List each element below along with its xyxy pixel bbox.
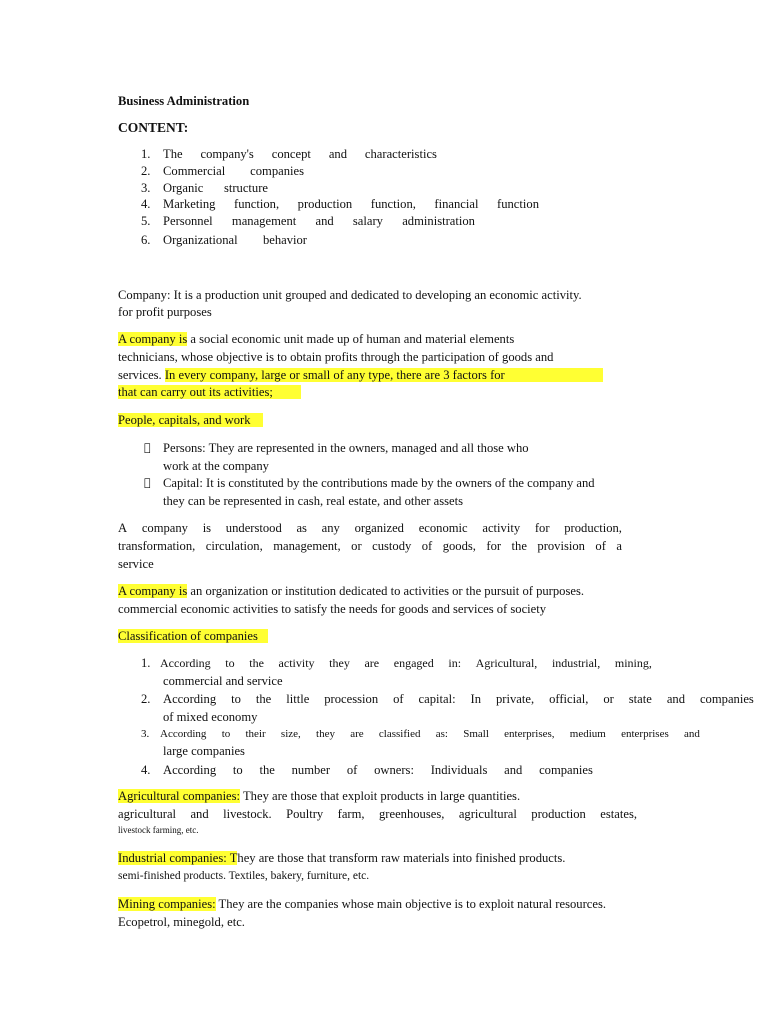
highlight-text: Agricultural companies: bbox=[118, 789, 241, 803]
document-title: Business Administration bbox=[118, 94, 250, 108]
paragraph-line bbox=[118, 385, 301, 400]
contents-item-number: 2. bbox=[141, 164, 151, 178]
contents-item: Marketing function, production function, financial function bbox=[163, 197, 539, 211]
factors-heading bbox=[118, 413, 263, 428]
classification-num: 3. bbox=[141, 728, 150, 740]
company-definition-line-2: for profit purposes bbox=[118, 305, 212, 319]
classification-item-1-line-2: commercial and service bbox=[163, 674, 283, 688]
agricultural-companies-line-1: Agricultural companies: They are those that exploit products in large quantities. bbox=[118, 789, 521, 803]
content-heading: CONTENT: bbox=[118, 120, 189, 135]
contents-item-number: 3. bbox=[141, 181, 151, 195]
paragraph-organization: A company is an organization or institution dedicated to activities or the pursuit of purposes. bbox=[118, 584, 584, 598]
bullet-persons-line-1: Persons: They are represented in the owners, managed and all those who bbox=[163, 441, 529, 455]
contents-item: Organic structure bbox=[163, 181, 268, 195]
contents-item: Commercial companies bbox=[163, 164, 304, 178]
contents-item: The company's concept and characteristics bbox=[163, 147, 437, 161]
bullet-icon bbox=[144, 441, 151, 454]
highlight-text: that can carry out its activities; bbox=[118, 385, 301, 399]
classification-heading bbox=[118, 629, 268, 644]
paragraph-company-social-unit: A company is a social economic unit made up of human and material elements bbox=[118, 332, 515, 346]
contents-item-number: 5. bbox=[141, 214, 151, 228]
bullet-persons-line-2: work at the company bbox=[163, 459, 269, 473]
bullet-icon bbox=[144, 476, 151, 489]
highlight-text: People, capitals, and work bbox=[118, 413, 263, 427]
classification-item-2-line-2: of mixed economy bbox=[163, 710, 258, 724]
classification-item-4-line-1: According to the number of owners: Individuals and companies bbox=[163, 763, 593, 777]
classification-item-3-line-2: large companies bbox=[163, 744, 245, 758]
industrial-companies-line-1: Industrial companies: They are those that transform raw materials into finished products. bbox=[118, 851, 566, 865]
classification-item-2-line-1: According to the little procession of capital: In private, official, or state and companies bbox=[163, 692, 754, 706]
classification-item-3-line-1: According to their size, they are classified as: Small enterprises, medium enterprises and bbox=[160, 728, 700, 740]
highlight-text: A company is bbox=[118, 332, 188, 346]
paragraph-line: technicians, whose objective is to obtain profits through the participation of goods and bbox=[118, 350, 554, 364]
contents-item: Organizational behavior bbox=[163, 233, 307, 247]
classification-num: 4. bbox=[141, 763, 151, 777]
agricultural-companies-line-3: livestock farming, etc. bbox=[118, 825, 199, 835]
highlight-text: Mining companies: bbox=[118, 897, 216, 911]
industrial-companies-line-2: semi-finished products. Textiles, bakery, furniture, etc. bbox=[118, 870, 370, 882]
contents-item: Personnel management and salary administration bbox=[163, 214, 475, 228]
agricultural-companies-line-2: agricultural and livestock. Poultry farm, greenhouses, agricultural production estates, bbox=[118, 807, 637, 821]
contents-item-number: 1. bbox=[141, 147, 151, 161]
mining-companies-line-2: Ecopetrol, minegold, etc. bbox=[118, 915, 245, 929]
mining-companies-line-1: Mining companies: They are the companies whose main objective is to exploit natural resources. bbox=[118, 897, 606, 911]
contents-item-number: 6. bbox=[141, 233, 151, 247]
highlight-text: A company is bbox=[118, 584, 188, 598]
classification-item-1-line-1: According to the activity they are engaged in: Agricultural, industrial, mining, bbox=[160, 656, 652, 670]
company-definition-line-1: Company: It is a production unit grouped and dedicated to developing an economic activity. bbox=[118, 288, 582, 302]
contents-item-number: 4. bbox=[141, 197, 151, 211]
highlight-text: Classification of companies bbox=[118, 629, 268, 643]
paragraph-understood-line-3: service bbox=[118, 557, 154, 571]
paragraph-understood-line-1: A company is understood as any organized economic activity for production, bbox=[118, 521, 622, 535]
bullet-capital-line-1: Capital: It is constituted by the contributions made by the owners of the company and bbox=[163, 476, 595, 490]
bullet-capital-line-2: they can be represented in cash, real estate, and other assets bbox=[163, 494, 464, 508]
paragraph-understood-line-2: transformation, circulation, management, or custody of goods, for the provision of a bbox=[118, 539, 622, 553]
paragraph-organization-line-2: commercial economic activities to satisfy the needs for goods and services of society bbox=[118, 602, 547, 616]
highlight-text: In every company, large or small of any type, there are 3 factors for bbox=[165, 368, 603, 382]
classification-num: 2. bbox=[141, 692, 151, 706]
paragraph-line: services. In every company, large or small of any type, there are 3 factors for bbox=[118, 368, 603, 383]
highlight-text: Industrial companies: T bbox=[118, 851, 238, 865]
classification-num: 1. bbox=[141, 656, 151, 670]
